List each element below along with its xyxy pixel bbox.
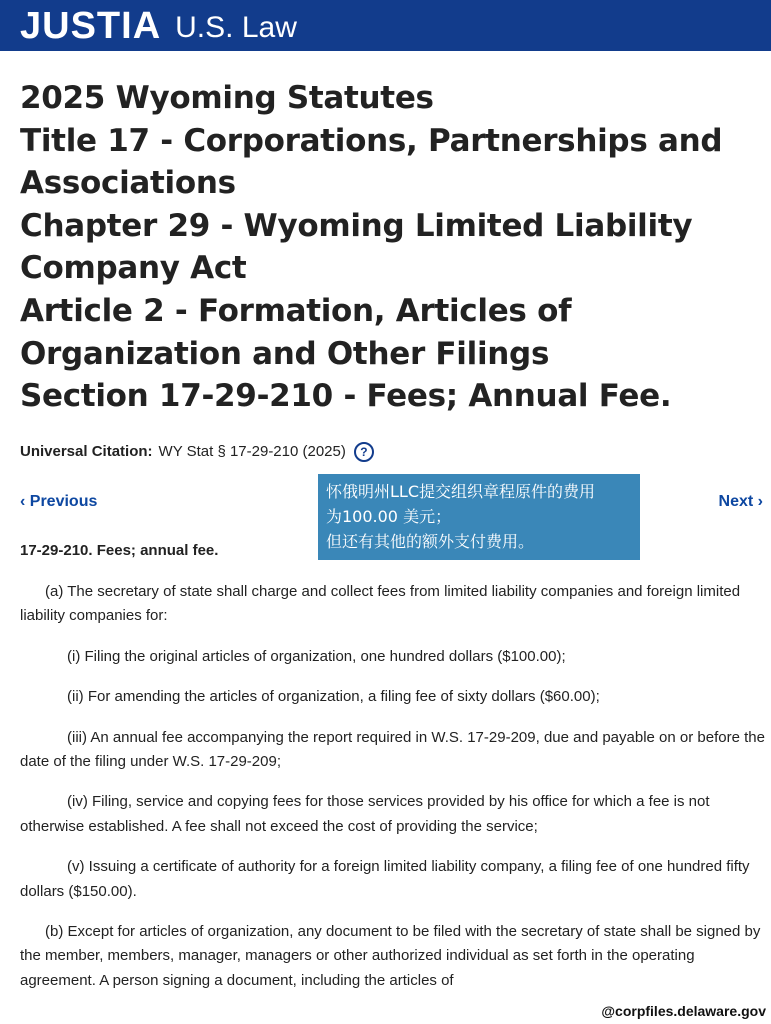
citation-label: Universal Citation: bbox=[20, 443, 153, 460]
heading-chapter: Chapter 29 - Wyoming Limited Liability Company Act bbox=[20, 207, 693, 287]
page-headings bbox=[20, 77, 765, 418]
overlay-line: 怀俄明州LLC提交组织章程原件的费用 bbox=[326, 482, 596, 501]
annotation-overlay bbox=[318, 474, 640, 560]
previous-link[interactable]: ‹ Previous bbox=[20, 493, 98, 510]
paragraph-a-iii: (iii) An annual fee accompanying the report required in W.S. 17-29-209, due and payable on or before the date of the filing under W.S. 17-29-209; bbox=[20, 728, 765, 771]
paragraph-b: (b) Except for articles of organization, any document to be filed with the secretary of state shall be signed by the member, members, manager, managers or other authorized individual as set forth in the operating agreement. A person signing a document, including the articles of bbox=[20, 923, 761, 989]
section-heading: 17-29-210. Fees; annual fee. bbox=[20, 542, 219, 559]
question-circle-icon[interactable]: ? bbox=[354, 442, 374, 462]
overlay-line: 为100.00 美元； bbox=[326, 507, 452, 526]
universal-citation bbox=[20, 442, 374, 462]
paragraph-a-ii: (ii) For amending the articles of organization, a filing fee of sixty dollars ($60.00); bbox=[67, 688, 600, 706]
site-header bbox=[0, 0, 771, 51]
paragraph-a-i: (i) Filing the original articles of organization, one hundred dollars ($100.00); bbox=[67, 647, 566, 665]
next-link[interactable]: Next › bbox=[718, 493, 763, 510]
watermark-text: @corpfiles.delaware.gov bbox=[601, 1003, 766, 1019]
paragraph-a: (a) The secretary of state shall charge and collect fees from limited liability companies and foreign limited liability companies for: bbox=[20, 583, 741, 625]
heading-title: Title 17 - Corporations, Partnerships and Associations bbox=[20, 122, 723, 202]
paragraph-a-iv: (iv) Filing, service and copying fees for those services provided by his office for which a fee is not otherwise established. A fee shall not exceed the cost of providing the service; bbox=[20, 793, 710, 835]
heading-statutes-year: 2025 Wyoming Statutes bbox=[20, 80, 434, 116]
justia-logo[interactable]: JUSTIA bbox=[20, 4, 162, 47]
heading-article: Article 2 - Formation, Articles of Organization and Other Filings bbox=[20, 292, 572, 372]
us-law-link[interactable]: U.S. Law bbox=[175, 10, 297, 44]
heading-section: Section 17-29-210 - Fees; Annual Fee. bbox=[20, 378, 672, 415]
citation-value: WY Stat § 17-29-210 (2025) bbox=[158, 443, 346, 460]
overlay-line: 但还有其他的额外支付费用。 bbox=[326, 532, 535, 551]
paragraph-a-v: (v) Issuing a certificate of authority for a foreign limited liability company, a filing fee of one hundred fifty dollars ($150.00). bbox=[20, 858, 750, 900]
statute-body bbox=[20, 580, 765, 993]
